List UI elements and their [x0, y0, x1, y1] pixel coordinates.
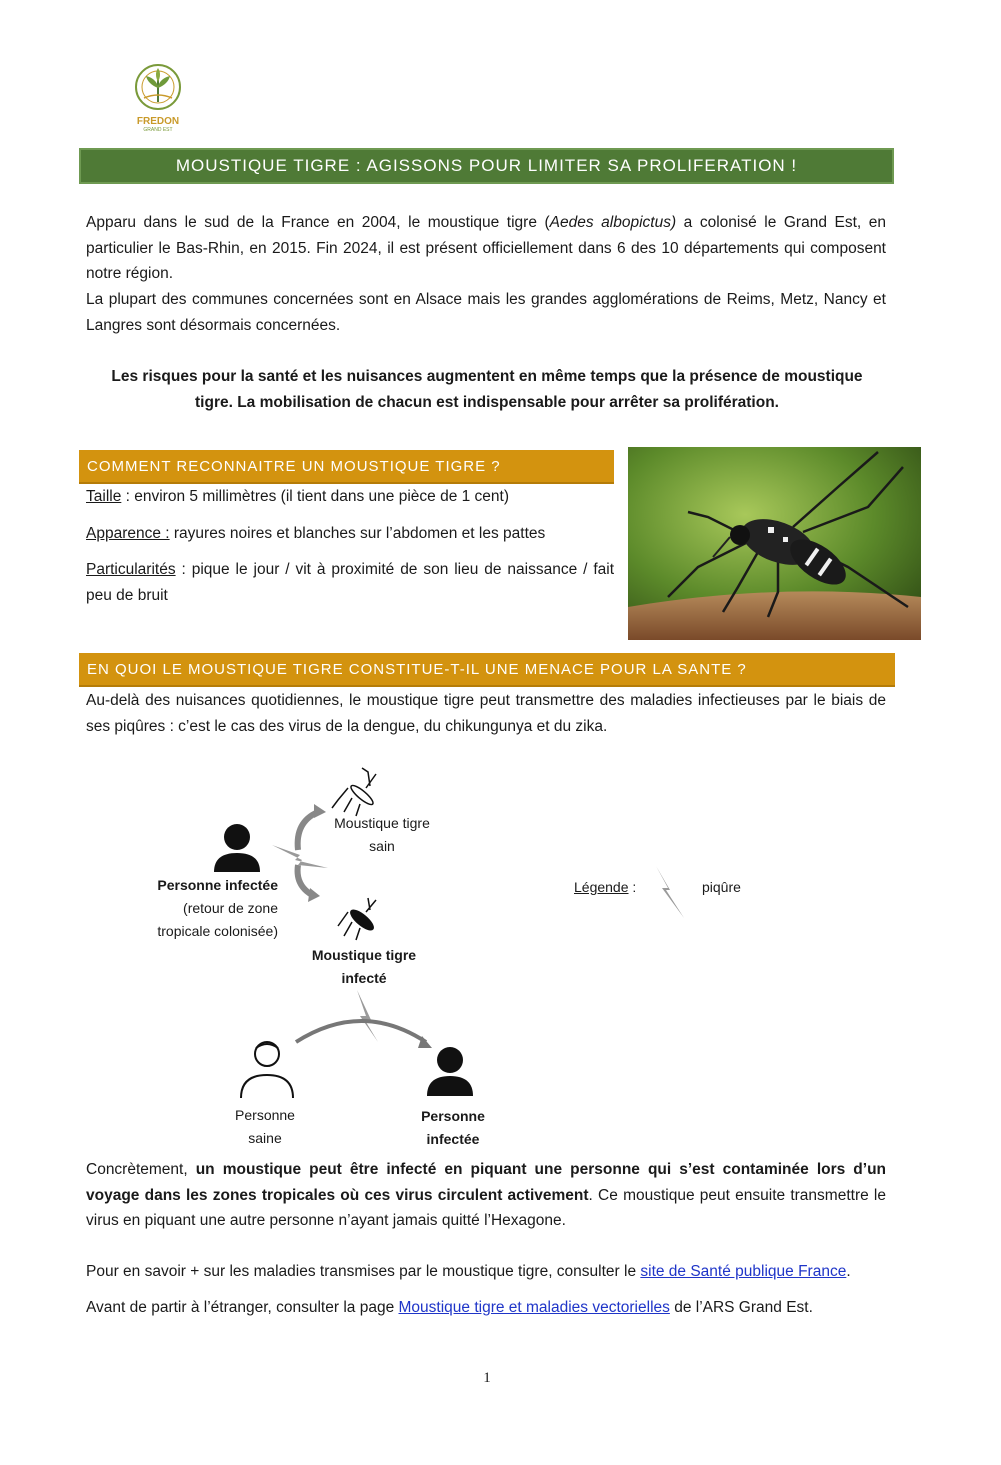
infected-person-label-2: (retour de zone	[183, 900, 278, 916]
plant-logo-icon	[128, 62, 188, 112]
particularities-line	[86, 557, 614, 608]
infected-person-icon	[214, 824, 260, 872]
appearance-label: Apparence :	[86, 525, 170, 542]
legend-item: piqûre	[702, 879, 741, 895]
new-infected-person-label-1: Personne	[421, 1108, 485, 1124]
healthy-person-label-2: saine	[248, 1130, 282, 1146]
logo-name: FREDON	[136, 116, 180, 127]
sante-publique-link[interactable]: site de Santé publique France	[640, 1263, 847, 1280]
legend	[574, 877, 794, 897]
new-infected-person-icon	[427, 1047, 473, 1096]
curve-arrow-transmission-icon	[296, 1021, 426, 1042]
healthy-mosquito-icon	[332, 768, 376, 816]
threat-paragraph: Au-delà des nuisances quotidiennes, le moustique tigre peut transmettre des maladies infectieuses par le biais de ses piqûres : c’est le cas des virus de la dengue, du chikungunya et du zika.	[86, 692, 886, 735]
travel-line	[86, 1295, 896, 1321]
infected-mosquito-label-1: Moustique tigre	[311, 947, 417, 963]
new-infected-person-label-2: infectée	[426, 1131, 480, 1147]
healthy-person-label-1: Personne	[235, 1107, 295, 1123]
healthy-person-icon	[241, 1042, 293, 1098]
appearance-line	[86, 521, 616, 547]
infected-mosquito-icon	[338, 898, 376, 940]
fredon-logo	[128, 62, 188, 132]
page-number: 1	[483, 1370, 491, 1386]
mosquito-photo	[628, 447, 921, 640]
conclusion-text-a: Concrètement,	[86, 1161, 196, 1178]
conclusion-bold: un moustique peut être infecté en piquant une personne qui s’est contaminée lors d’un voyage dans les zones tropicales où ces virus circulent activement	[86, 1161, 887, 1204]
page-title-banner: MOUSTIQUE TIGRE : AGISSONS POUR LIMITER SA PROLIFERATION !	[79, 148, 894, 184]
legend-colon: :	[628, 879, 637, 895]
section-header-threat: EN QUOI LE MOUSTIQUE TIGRE CONSTITUE-T-IL UNE MENACE POUR LA SANTE ?	[79, 653, 895, 687]
ars-page-link[interactable]: Moustique tigre et maladies vectorielles	[398, 1299, 670, 1316]
appearance-text: rayures noires et blanches sur l’abdomen et les pattes	[169, 525, 546, 542]
healthy-person-label	[215, 1104, 315, 1150]
particularities-text: : pique le jour / vit à proximité de son lieu de naissance / fait peu de bruit	[86, 561, 614, 604]
healthy-mosquito-label-1: Moustique tigre	[334, 815, 430, 831]
travel-text-a: Avant de partir à l’étranger, consulter la page	[86, 1299, 399, 1316]
section-header-recognize: COMMENT RECONNAITRE UN MOUSTIQUE TIGRE ?	[79, 450, 614, 484]
intro-text-a: Apparu dans le sud de la France en 2004, le moustique tigre (	[86, 214, 550, 231]
size-text: : environ 5 millimètres (il tient dans une pièce de 1 cent)	[121, 488, 510, 505]
travel-text-b: de l’ARS Grand Est.	[669, 1299, 813, 1316]
healthy-mosquito-label-2: sain	[369, 838, 395, 854]
conclusion-text-b: . Ce moustique peut ensuite transmettre le virus en piquant une autre personne n’ayant jamais quitté l’Hexagone.	[86, 1186, 886, 1229]
bite-lightning-2-icon	[357, 990, 378, 1042]
transmission-diagram	[100, 760, 800, 1155]
new-infected-person-label	[403, 1105, 503, 1151]
intro-paragraph-2: La plupart des communes concernées sont en Alsace mais les grandes agglomérations de Reims, Metz, Nancy et Langres sont désormais concernées.	[86, 291, 886, 334]
infected-mosquito-label-2: infecté	[341, 970, 387, 986]
warning-text: Les risques pour la santé et les nuisances augmentent en même temps que la présence de moustique tigre. La mobilisation de chacun est indispensable pour arrêter sa prolifération.	[111, 368, 863, 411]
infected-person-label	[118, 874, 278, 943]
more-info-line	[86, 1259, 896, 1285]
more-info-text-b: .	[846, 1263, 851, 1280]
intro-text-b: a colonisé le Grand Est, en particulier le Bas-Rhin, en 2015. Fin 2024, il est présent officiellement dans 6 des 10 départements qui composent notre région.	[86, 214, 886, 282]
infected-mosquito-label	[300, 944, 428, 990]
infected-person-label-1: Personne infectée	[157, 877, 278, 893]
size-label: Taille	[86, 488, 122, 505]
more-info-text-a: Pour en savoir + sur les maladies transmises par le moustique tigre, consulter le	[86, 1263, 641, 1280]
legend-label: Légende	[574, 879, 629, 895]
conclusion-paragraph	[86, 1157, 886, 1234]
logo-sub: GRAND EST	[143, 127, 173, 133]
size-line	[86, 484, 616, 510]
intro-paragraph-1	[86, 210, 886, 287]
infected-person-label-3: tropicale colonisée)	[157, 923, 278, 939]
curve-arrow-up-icon	[298, 812, 318, 850]
scientific-name: Aedes albopictus)	[549, 214, 677, 231]
particularities-label: Particularités	[86, 561, 176, 578]
healthy-mosquito-label	[322, 812, 442, 858]
